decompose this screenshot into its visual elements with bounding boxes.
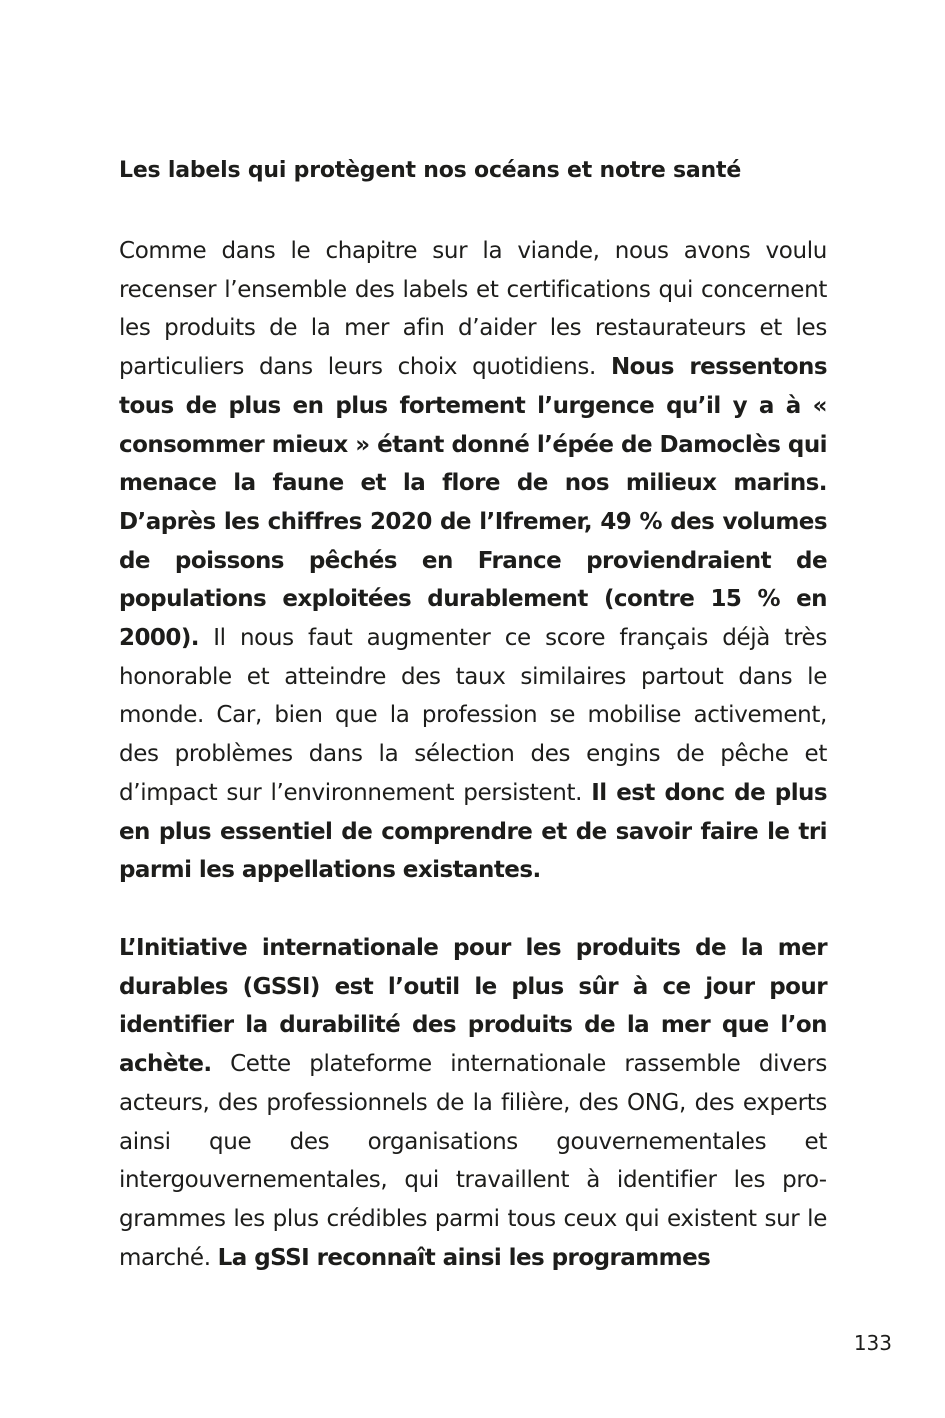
paragraph-1-bold-sentence-2: Nous ressentons tous de plus en plus fortement l’urgence qu’il y a à « consommer mieux » étant donné l’épée de Damoclès qui menace la faune et la flore de nos milieux marins. D’après les chiffres 2020 de l’Ifremer, 49 % des volumes de poissons pêchés en France proviendraient de populations exploitées durablement (contre 15 % en 2000). (119, 354, 827, 652)
paragraph-2-bold-sentence-1: L’Initiative internationale pour les produits de la mer durables (GSSI) est l’outil le plus sûr à ce jour pour identifier la durabilité des produits de la mer que l’on achète. (119, 935, 827, 1078)
paragraph-2-bold-sentence-3: La gSSI reconnaît ainsi les programmes (217, 1244, 711, 1271)
page-number: 133 (853, 1331, 892, 1355)
paragraph-2 (119, 929, 827, 1277)
paragraph-1-bold-sentence-4: Il est donc de plus en plus essentiel de comprendre et de savoir faire le tri parmi les appellations existantes. (119, 779, 827, 884)
paragraph-1-sentence-3: Il nous faut augmenter ce score français déjà très honorable et atteindre des taux similaires partout dans le monde. Car, bien que la profession se mobilise activement, des problèmes dans la sélection des engins de pêche et d’impact sur l’environnement persistent. (119, 625, 827, 806)
section-heading: Les labels qui protègent nos océans et notre santé (119, 158, 742, 183)
paragraph-1-sentence-1: Comme dans le chapitre sur la viande, nous avons voulu recenser l’ensemble des labels et certifications qui concernent les produits de la mer afin d’aider les restaurateurs et les particuliers dans leurs choix quotidiens. (119, 238, 827, 381)
paragraph-2-sentence-2: Cette plateforme internationale rassemble divers acteurs, des professionnels de la filière, des ONG, des experts ainsi que des organisations gouvernementales et intergouvernementales, qui travaillent à identifier les programmes les plus crédibles parmi tous ceux qui existent sur le marché. (119, 1051, 827, 1271)
paragraph-1 (119, 232, 827, 890)
